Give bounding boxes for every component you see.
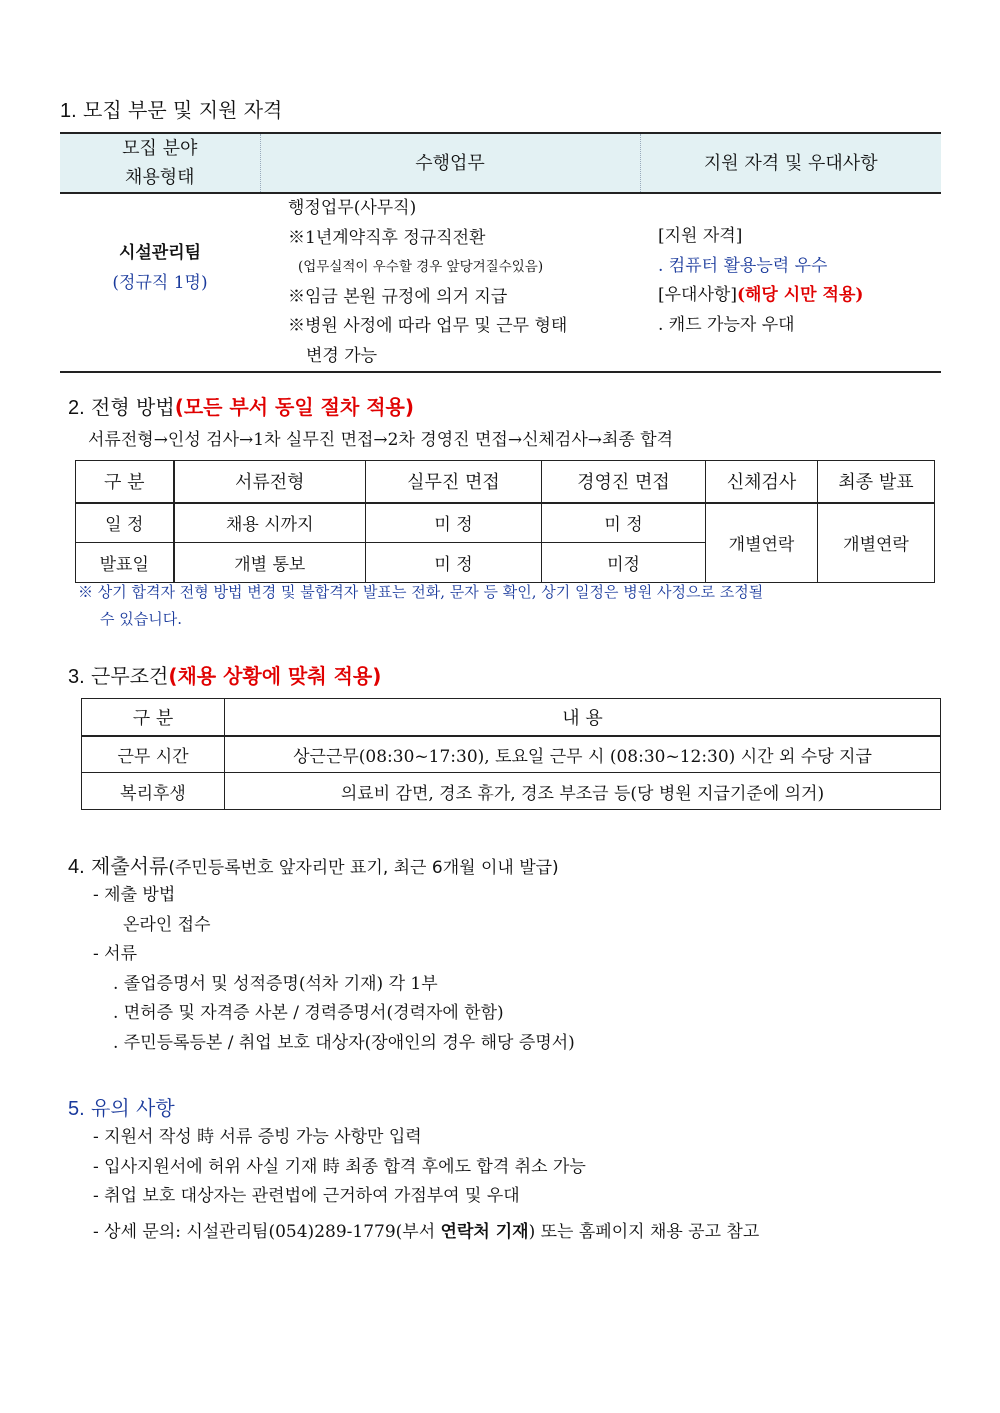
section-5-title-text: 유의 사항 <box>91 1096 175 1120</box>
table-header: 내 용 <box>225 699 941 736</box>
list-item: . 졸업증명서 및 성적증명(석차 기재) 각 1부 <box>113 973 438 994</box>
table-header: 최종 발표 <box>818 461 935 503</box>
table-cell: 개별 통보 <box>174 543 366 583</box>
duty-line: 변경 가능 <box>306 345 378 366</box>
qual-line: . 컴퓨터 활용능력 우수 <box>658 255 828 276</box>
section-1-number: 1. <box>60 100 77 122</box>
table-cell: 복리후생 <box>82 773 225 810</box>
duty-line: ※병원 사정에 따라 업무 및 근무 형태 <box>288 316 568 336</box>
qual-cell <box>640 193 941 372</box>
table-cell: 발표일 <box>76 543 174 583</box>
list-item: . 주민등록등본 / 취업 보호 대상자(장애인의 경우 해당 증명서) <box>113 1032 575 1053</box>
table-cell: 미 정 <box>366 503 542 543</box>
duty-cell <box>260 193 640 372</box>
table-row <box>82 773 941 810</box>
recruit-table <box>60 132 941 373</box>
list-item: - 지원서 작성 時 서류 증빙 가능 사항만 입력 <box>93 1127 422 1147</box>
note-line: ※ 상기 합격자 전형 방법 변경 및 불합격자 발표는 전화, 문자 등 확인, 상기 일정은 병원 사정으로 조정될 <box>78 583 764 601</box>
section-1-title-text: 모집 부문 및 지원 자격 <box>83 98 283 122</box>
section-3-title <box>68 660 381 689</box>
header-field-line1: 모집 분야 <box>122 138 198 159</box>
qual-line <box>658 281 941 311</box>
selection-table <box>75 460 935 583</box>
table-cell: 상근근무(08:30~17:30), 토요일 근무 시 (08:30~12:30) 시간 외 수당 지급 <box>225 736 941 773</box>
list-item: - 서류 <box>93 944 137 964</box>
table-cell: 미 정 <box>366 543 542 583</box>
header-qual: 지원 자격 및 우대사항 <box>640 133 941 193</box>
table-cell: 미 정 <box>542 503 706 543</box>
table-header: 구 분 <box>76 461 174 503</box>
header-field <box>60 133 260 193</box>
dept-name: 시설관리팀 <box>118 243 202 263</box>
duty-line: 행정업무(사무직) <box>288 198 417 218</box>
table-cell: 채용 시까지 <box>174 503 366 543</box>
section-4-title-text: 제출서류 <box>91 854 169 878</box>
work-conditions-table <box>81 698 941 810</box>
contact-text-end: ) 또는 홈페이지 채용 공고 참고 <box>528 1221 760 1242</box>
section-4-title <box>68 850 559 879</box>
qual-line: [지원 자격] <box>658 226 743 246</box>
duty-line: ※1년계약직후 정규직전환 <box>288 227 486 248</box>
list-item: - 제출 방법 <box>93 885 176 905</box>
qual-preferred-note: (해당 시만 적용) <box>736 285 864 305</box>
table-cell: 의료비 감면, 경조 휴가, 경조 부조금 등(당 병원 지급기준에 의거) <box>225 773 941 810</box>
table-cell: 개별연락 <box>818 503 935 583</box>
table-row <box>76 503 935 543</box>
table-cell: 개별연락 <box>706 503 818 583</box>
section-5-number: 5. <box>68 1098 85 1120</box>
table-row <box>82 736 941 773</box>
table-header: 경영진 면접 <box>542 461 706 503</box>
section-2-title-note: (모든 부서 동일 절차 적용) <box>174 395 415 419</box>
qual-line: . 캐드 가능자 우대 <box>658 314 795 335</box>
note-line: 수 있습니다. <box>100 610 182 628</box>
section-2-title-text: 전형 방법 <box>91 395 175 419</box>
table-header: 실무진 면접 <box>366 461 542 503</box>
section-5-title <box>68 1092 175 1121</box>
notes-list <box>93 1123 759 1247</box>
contact-line <box>93 1218 759 1248</box>
list-item: . 면허증 및 자격증 사본 / 경력증명서(경력자에 한함) <box>113 1003 504 1023</box>
section-1-title <box>60 94 282 123</box>
section-3-number: 3. <box>68 666 85 688</box>
list-item: - 입사지원서에 허위 사실 기재 時 최종 합격 후에도 합격 취소 가능 <box>93 1156 586 1177</box>
header-duty: 수행업무 <box>260 133 640 193</box>
table-cell: 일 정 <box>76 503 174 543</box>
section-3-title-note: (채용 상황에 맞춰 적용) <box>168 664 382 688</box>
contact-bold: 연락처 기재 <box>440 1221 529 1242</box>
table-header: 구 분 <box>82 699 225 736</box>
table-cell: 미정 <box>542 543 706 583</box>
dept-cell <box>60 193 260 372</box>
section-2-title <box>68 391 414 420</box>
qual-preferred-label: [우대사항] <box>658 285 737 305</box>
list-item: 온라인 접수 <box>123 914 211 935</box>
table-header: 서류전형 <box>174 461 366 503</box>
table-cell: 근무 시간 <box>82 736 225 773</box>
selection-flow: 서류전형→인성 검사→1차 실무진 면접→2차 경영진 면접→신체검사→최종 합격 <box>88 430 674 450</box>
documents-list <box>93 881 575 1058</box>
selection-note <box>78 579 898 633</box>
section-4-title-note: (주민등록번호 앞자리만 표기, 최근 6개월 이내 발급) <box>168 858 559 878</box>
header-field-line2: 채용형태 <box>124 167 195 188</box>
section-2-number: 2. <box>68 397 85 419</box>
section-3-title-text: 근무조건 <box>91 664 169 688</box>
contact-text: - 상세 문의: 시설관리팀(054)289-1779(부서 <box>93 1221 441 1242</box>
section-4-number: 4. <box>68 856 85 878</box>
duty-line: ※임금 본원 규정에 의거 지급 <box>288 286 508 307</box>
table-header: 신체검사 <box>706 461 818 503</box>
list-item: - 취업 보호 대상자는 관련법에 근거하여 가점부여 및 우대 <box>93 1186 520 1206</box>
dept-count: (정규직 1명) <box>112 273 208 293</box>
duty-line: (업무실적이 우수할 경우 앞당겨질수있음) <box>298 259 544 275</box>
